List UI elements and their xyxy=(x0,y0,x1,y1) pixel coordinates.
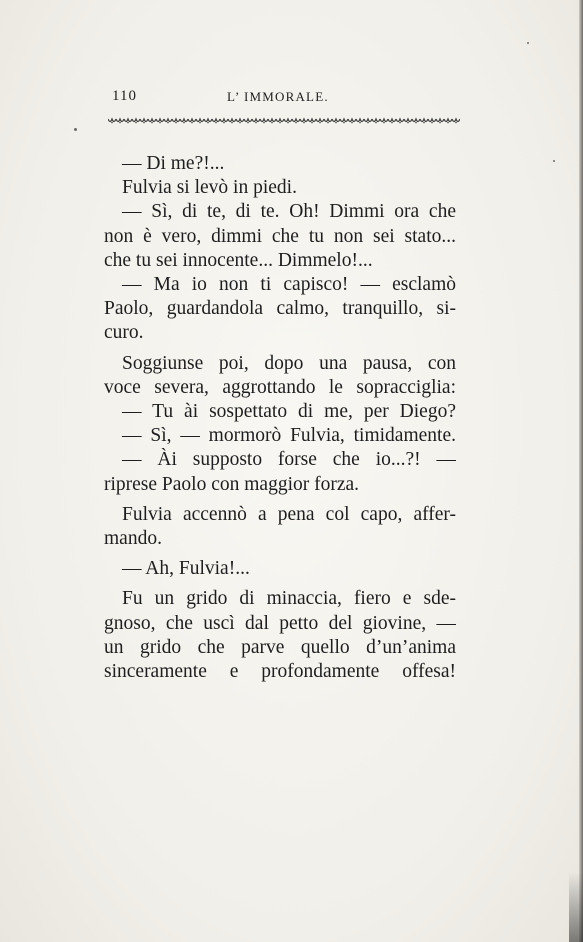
text-line: gnoso, che uscì dal petto del giovine, — xyxy=(104,612,456,634)
page-header xyxy=(112,88,452,108)
text-line: un grido che parve quello d’un’anima xyxy=(104,636,456,658)
paragraph xyxy=(104,448,456,496)
paragraph xyxy=(104,176,456,200)
text-line: Paolo, guardandola calmo, tranquillo, si- xyxy=(104,298,456,320)
text-line: — Sì, di te, di te. Oh! Dimmi ora che xyxy=(122,201,456,223)
paper-speck xyxy=(74,128,77,131)
text-line: Fu un grido di minaccia, fiero e sde- xyxy=(122,588,456,610)
text-line: — Ài supposto forse che io...?! — xyxy=(122,449,456,471)
body-text xyxy=(104,152,456,684)
paper-speck xyxy=(527,42,529,44)
text-line: mando. xyxy=(104,528,162,550)
paragraph xyxy=(104,200,456,273)
page-edge-shadow xyxy=(579,0,583,942)
paragraph xyxy=(104,587,456,684)
decorative-rule xyxy=(108,116,460,126)
paragraph xyxy=(104,424,456,448)
text-line: Soggiunse poi, dopo una pausa, con xyxy=(122,352,456,374)
text-line: — Di me?!... xyxy=(122,153,225,174)
paragraph xyxy=(104,503,456,551)
text-line: — Tu ài sospettato di me, per Diego? xyxy=(122,401,456,423)
page-number: 110 xyxy=(112,88,137,104)
text-line: — Ah, Fulvia!... xyxy=(122,558,250,580)
paragraph xyxy=(104,352,456,400)
paragraph xyxy=(104,152,456,176)
text-line: Fulvia accennò a pena col capo, affer- xyxy=(122,503,456,525)
corner-shadow xyxy=(569,872,583,942)
running-title: L’ IMMORALE. xyxy=(227,89,329,104)
paper-speck xyxy=(553,160,555,162)
paragraph xyxy=(104,273,456,346)
text-line: non è vero, dimmi che tu non sei stato... xyxy=(104,225,456,247)
paragraph xyxy=(104,557,456,581)
paragraph xyxy=(104,400,456,424)
text-line: — Sì, — mormorò Fulvia, timidamente. xyxy=(122,425,456,447)
text-line: — Ma io non ti capisco! — esclamò xyxy=(122,274,456,296)
text-line: voce severa, aggrottando le sopracciglia: xyxy=(104,376,456,398)
text-line: che tu sei innocente... Dimmelo!... xyxy=(104,249,373,271)
text-line: Fulvia si levò in piedi. xyxy=(122,177,297,199)
text-line: sinceramente e profondamente offesa! xyxy=(104,661,456,683)
text-line: riprese Paolo con maggior forza. xyxy=(104,473,360,495)
text-line: curo. xyxy=(104,322,144,344)
